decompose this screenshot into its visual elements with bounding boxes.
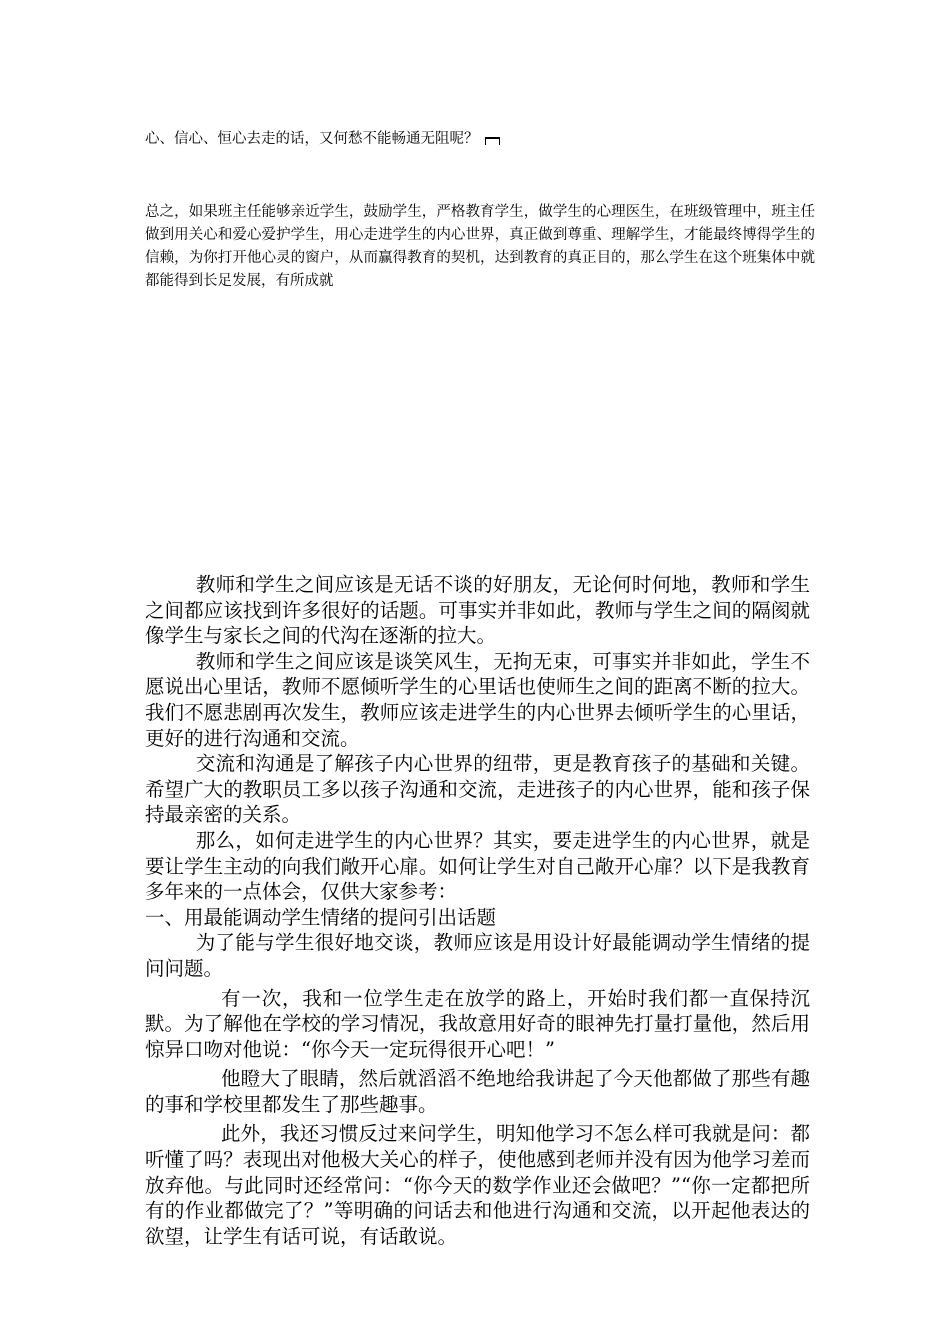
summary-paragraph: 总之，如果班主任能够亲近学生，鼓励学生，严格教育学生，做学生的心理医生，在班级管理中，班主任做到用关心和爱心爱护学生，用心走进学生的内心世界，真正做到尊重、理解学生，才能最终博得学生的信赖，为你打开他心灵的窗户，从而赢得教育的契机，达到教育的真正目的，那么学生在这个班集体中就都能得到长足发展，有所成就 [145,204,815,289]
article-body [145,572,810,1249]
paragraph-4: 那么，如何走进学生的内心世界？其实，要走进学生的内心世界，就是要让学生主动的向我们敞开心扉。如何让学生对自己敞开心扉？以下是我教育多年来的一点体会，仅供大家参考： [145,828,810,904]
fragment-text: 心、信心、恒心去走的话，又何愁不能畅通无阻呢？ [145,131,479,147]
paragraph-2: 教师和学生之间应该是谈笑风生，无拘无束，可事实并非如此，学生不愿说出心里话，教师不愿倾听学生的心里话也使师生之间的距离不断的拉大。我们不愿悲剧再次发生，教师应该走进学生的内心世界去倾听学生的心里话，更好的进行沟通和交流。 [145,649,810,750]
paragraph-5: 为了能与学生很好地交谈，教师应该是用设计好最能调动学生情绪的提问问题。 [145,931,810,980]
text-cursor-icon [485,137,500,145]
paragraph-3: 交流和沟通是了解孩子内心世界的纽带，更是教育孩子的基础和关键。希望广大的教职员工多以孩子沟通和交流，走进孩子的内心世界，能和孩子保持最亲密的关系。 [145,752,810,827]
section-heading: 一、用最能调动学生情绪的提问引出话题 [145,905,497,929]
paragraph-1: 教师和学生之间应该是无话不谈的好朋友，无论何时何地，教师和学生之间都应该找到许多很好的话题。可事实并非如此，教师与学生之间的隔阂就像学生与家长之间的代沟在逐渐的拉大。 [145,573,810,648]
paragraph-6: 有一次，我和一位学生走在放学的路上，开始时我们都一直保持沉默。为了解他在学校的学习情况，我故意用好奇的眼神先打量打量他，然后用惊异口吻对他说：“你今天一定玩得很开心吧！” [145,986,810,1061]
paragraph-8: 此外，我还习惯反过来问学生，明知他学习不怎么样可我就是问：都听懂了吗？表现出对他极大关心的样子，使他感到老师并没有因为他学习差而放弃他。与此同时还经常问：“你今天的数学作业还会做吧？”“你一定都把所有的作业都做完了？”等明确的问话去和他进行沟通和交流，以开起他表达的欲望，让学生有话可说，有话敢说。 [145,1122,810,1248]
paragraph-7: 他瞪大了眼睛，然后就滔滔不绝地给我讲起了今天他都做了那些有趣的事和学校里都发生了那些趣事。 [145,1067,810,1116]
fragment-line [145,128,815,151]
